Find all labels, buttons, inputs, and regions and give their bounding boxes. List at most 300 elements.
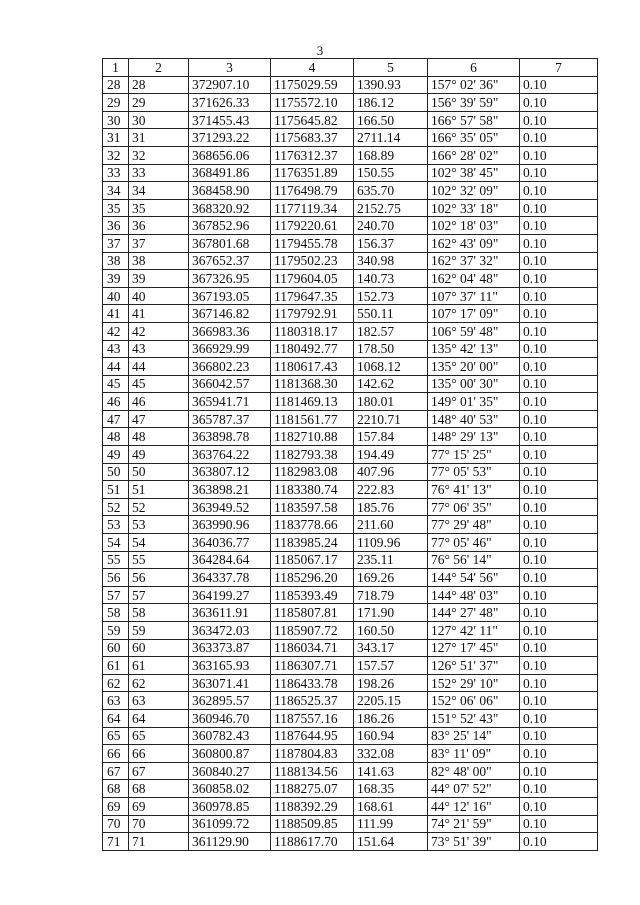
table-cell: 34 <box>103 182 129 200</box>
table-row <box>103 252 598 270</box>
table-cell: 240.70 <box>354 217 428 235</box>
table-cell: 34 <box>129 182 189 200</box>
table-cell: 363764.22 <box>189 446 271 464</box>
table-cell: 156.37 <box>354 234 428 252</box>
table-cell: 152° 29' 10" <box>428 674 520 692</box>
table-cell: 371293.22 <box>189 129 271 147</box>
table-cell: 362895.57 <box>189 692 271 710</box>
table-cell: 77° 05' 46" <box>428 534 520 552</box>
table-cell: 58 <box>129 604 189 622</box>
table-cell: 40 <box>103 287 129 305</box>
table-cell: 1176312.37 <box>271 146 354 164</box>
table-cell: 38 <box>129 252 189 270</box>
table-cell: 162° 37' 32" <box>428 252 520 270</box>
table-row <box>103 305 598 323</box>
table-cell: 1185296.20 <box>271 569 354 587</box>
table-cell: 65 <box>103 727 129 745</box>
table-cell: 69 <box>129 797 189 815</box>
table-cell: 366802.23 <box>189 358 271 376</box>
table-cell: 1187804.83 <box>271 745 354 763</box>
table-cell: 371626.33 <box>189 94 271 112</box>
table-cell: 42 <box>129 322 189 340</box>
table-cell: 53 <box>103 516 129 534</box>
table-cell: 360840.27 <box>189 762 271 780</box>
table-cell: 56 <box>103 569 129 587</box>
table-cell: 0.10 <box>520 709 598 727</box>
table-cell: 152.73 <box>354 287 428 305</box>
table-row <box>103 569 598 587</box>
table-cell: 149° 01' 35" <box>428 393 520 411</box>
table-cell: 0.10 <box>520 639 598 657</box>
table-cell: 168.61 <box>354 797 428 815</box>
coordinates-table <box>102 58 598 851</box>
table-cell: 162° 43' 09" <box>428 234 520 252</box>
table-cell: 44° 07' 52" <box>428 780 520 798</box>
table-cell: 52 <box>129 498 189 516</box>
table-cell: 235.11 <box>354 551 428 569</box>
table-cell: 363807.12 <box>189 463 271 481</box>
table-cell: 33 <box>129 164 189 182</box>
table-cell: 63 <box>129 692 189 710</box>
table-cell: 361099.72 <box>189 815 271 833</box>
table-cell: 69 <box>103 797 129 815</box>
table-row <box>103 358 598 376</box>
table-cell: 43 <box>129 340 189 358</box>
table-cell: 718.79 <box>354 586 428 604</box>
table-cell: 365941.71 <box>189 393 271 411</box>
table-row <box>103 692 598 710</box>
table-cell: 0.10 <box>520 234 598 252</box>
table-cell: 1390.93 <box>354 76 428 94</box>
table-cell: 182.57 <box>354 322 428 340</box>
table-cell: 363611.91 <box>189 604 271 622</box>
table-cell: 372907.10 <box>189 76 271 94</box>
table-cell: 0.10 <box>520 833 598 851</box>
table-cell: 0.10 <box>520 199 598 217</box>
table-cell: 83° 25' 14" <box>428 727 520 745</box>
header-row <box>103 59 598 77</box>
table-row <box>103 446 598 464</box>
table-cell: 332.08 <box>354 745 428 763</box>
table-cell: 55 <box>129 551 189 569</box>
table-cell: 0.10 <box>520 481 598 499</box>
table-cell: 1188509.85 <box>271 815 354 833</box>
table-cell: 70 <box>129 815 189 833</box>
table-cell: 0.10 <box>520 129 598 147</box>
table-cell: 32 <box>103 146 129 164</box>
table-row <box>103 428 598 446</box>
table-cell: 107° 17' 09" <box>428 305 520 323</box>
table-cell: 56 <box>129 569 189 587</box>
table-cell: 2711.14 <box>354 129 428 147</box>
table-row <box>103 727 598 745</box>
table-cell: 54 <box>129 534 189 552</box>
table-cell: 127° 42' 11" <box>428 622 520 640</box>
table-cell: 35 <box>129 199 189 217</box>
table-cell: 1109.96 <box>354 534 428 552</box>
table-cell: 363990.96 <box>189 516 271 534</box>
table-cell: 35 <box>103 199 129 217</box>
column-header-1: 1 <box>103 59 129 77</box>
table-cell: 65 <box>129 727 189 745</box>
table-cell: 0.10 <box>520 446 598 464</box>
table-cell: 363165.93 <box>189 657 271 675</box>
table-cell: 102° 18' 03" <box>428 217 520 235</box>
table-cell: 367801.68 <box>189 234 271 252</box>
table-cell: 1181561.77 <box>271 410 354 428</box>
table-cell: 140.73 <box>354 270 428 288</box>
table-cell: 66 <box>129 745 189 763</box>
table-cell: 364036.77 <box>189 534 271 552</box>
table-cell: 1186034.71 <box>271 639 354 657</box>
table-cell: 168.89 <box>354 146 428 164</box>
table-row <box>103 498 598 516</box>
table-cell: 360782.43 <box>189 727 271 745</box>
table-cell: 148° 29' 13" <box>428 428 520 446</box>
table-cell: 363472.03 <box>189 622 271 640</box>
table-cell: 0.10 <box>520 692 598 710</box>
table-cell: 1176351.89 <box>271 164 354 182</box>
table-cell: 366042.57 <box>189 375 271 393</box>
table-row <box>103 164 598 182</box>
table-row <box>103 234 598 252</box>
table-cell: 0.10 <box>520 410 598 428</box>
table-cell: 0.10 <box>520 76 598 94</box>
table-cell: 367146.82 <box>189 305 271 323</box>
table-cell: 73° 51' 39" <box>428 833 520 851</box>
table-cell: 31 <box>129 129 189 147</box>
table-cell: 48 <box>129 428 189 446</box>
table-cell: 186.26 <box>354 709 428 727</box>
table-cell: 366929.99 <box>189 340 271 358</box>
table-cell: 166° 28' 02" <box>428 146 520 164</box>
table-cell: 83° 11' 09" <box>428 745 520 763</box>
table-cell: 635.70 <box>354 182 428 200</box>
table-row <box>103 815 598 833</box>
page-number: 3 <box>316 43 324 58</box>
table-cell: 66 <box>103 745 129 763</box>
table-cell: 31 <box>103 129 129 147</box>
table-cell: 62 <box>129 674 189 692</box>
table-row <box>103 322 598 340</box>
table-cell: 77° 15' 25" <box>428 446 520 464</box>
table-cell: 1175645.82 <box>271 111 354 129</box>
table-cell: 1180492.77 <box>271 340 354 358</box>
table-cell: 0.10 <box>520 727 598 745</box>
table-cell: 178.50 <box>354 340 428 358</box>
table-cell: 363898.21 <box>189 481 271 499</box>
table-cell: 0.10 <box>520 375 598 393</box>
table-row <box>103 674 598 692</box>
table-cell: 157.57 <box>354 657 428 675</box>
table-cell: 1188275.07 <box>271 780 354 798</box>
table-cell: 44 <box>129 358 189 376</box>
table-cell: 0.10 <box>520 516 598 534</box>
table-cell: 107° 37' 11" <box>428 287 520 305</box>
table-cell: 1180617.43 <box>271 358 354 376</box>
table-row <box>103 797 598 815</box>
table-cell: 1179604.05 <box>271 270 354 288</box>
table-cell: 340.98 <box>354 252 428 270</box>
table-row <box>103 709 598 727</box>
table-cell: 37 <box>103 234 129 252</box>
table-cell: 135° 00' 30" <box>428 375 520 393</box>
table-cell: 0.10 <box>520 358 598 376</box>
table-cell: 32 <box>129 146 189 164</box>
table-cell: 157° 02' 36" <box>428 76 520 94</box>
table-cell: 185.76 <box>354 498 428 516</box>
table-cell: 1187644.95 <box>271 727 354 745</box>
table-cell: 48 <box>103 428 129 446</box>
table-cell: 0.10 <box>520 111 598 129</box>
table-cell: 0.10 <box>520 551 598 569</box>
table-cell: 0.10 <box>520 762 598 780</box>
table-cell: 367852.96 <box>189 217 271 235</box>
table-cell: 76° 41' 13" <box>428 481 520 499</box>
table-cell: 0.10 <box>520 586 598 604</box>
table-cell: 361129.90 <box>189 833 271 851</box>
table-cell: 365787.37 <box>189 410 271 428</box>
table-cell: 1183380.74 <box>271 481 354 499</box>
table-cell: 63 <box>103 692 129 710</box>
table-cell: 60 <box>129 639 189 657</box>
table-cell: 366983.36 <box>189 322 271 340</box>
table-cell: 39 <box>129 270 189 288</box>
table-cell: 37 <box>129 234 189 252</box>
table-cell: 46 <box>129 393 189 411</box>
table-cell: 186.12 <box>354 94 428 112</box>
table-cell: 0.10 <box>520 428 598 446</box>
table-cell: 1182793.38 <box>271 446 354 464</box>
table-cell: 46 <box>103 393 129 411</box>
table-cell: 0.10 <box>520 287 598 305</box>
table-row <box>103 393 598 411</box>
table-cell: 59 <box>103 622 129 640</box>
table-cell: 1181469.13 <box>271 393 354 411</box>
table-cell: 1179502.23 <box>271 252 354 270</box>
table-cell: 0.10 <box>520 815 598 833</box>
table-cell: 367193.05 <box>189 287 271 305</box>
table-cell: 106° 59' 48" <box>428 322 520 340</box>
table-cell: 52 <box>103 498 129 516</box>
table-cell: 194.49 <box>354 446 428 464</box>
table-cell: 166° 57' 58" <box>428 111 520 129</box>
table-cell: 2205.15 <box>354 692 428 710</box>
table-cell: 76° 56' 14" <box>428 551 520 569</box>
table-cell: 61 <box>129 657 189 675</box>
table-cell: 47 <box>129 410 189 428</box>
table-cell: 102° 33' 18" <box>428 199 520 217</box>
table-row <box>103 182 598 200</box>
table-cell: 1182983.08 <box>271 463 354 481</box>
table-cell: 28 <box>129 76 189 94</box>
table-cell: 44 <box>103 358 129 376</box>
table-cell: 0.10 <box>520 182 598 200</box>
table-cell: 29 <box>103 94 129 112</box>
table-cell: 363373.87 <box>189 639 271 657</box>
table-row <box>103 375 598 393</box>
table-cell: 50 <box>129 463 189 481</box>
table-cell: 1183985.24 <box>271 534 354 552</box>
table-cell: 50 <box>103 463 129 481</box>
table-cell: 0.10 <box>520 604 598 622</box>
table-cell: 38 <box>103 252 129 270</box>
table-cell: 55 <box>103 551 129 569</box>
table-cell: 0.10 <box>520 657 598 675</box>
table-cell: 1179647.35 <box>271 287 354 305</box>
table-cell: 1179455.78 <box>271 234 354 252</box>
table-cell: 64 <box>129 709 189 727</box>
table-cell: 157.84 <box>354 428 428 446</box>
table-cell: 51 <box>103 481 129 499</box>
table-cell: 67 <box>103 762 129 780</box>
table-cell: 49 <box>129 446 189 464</box>
table-cell: 364337.78 <box>189 569 271 587</box>
column-header-6: 6 <box>428 59 520 77</box>
table-cell: 2152.75 <box>354 199 428 217</box>
table-cell: 0.10 <box>520 94 598 112</box>
table-row <box>103 76 598 94</box>
table-cell: 0.10 <box>520 340 598 358</box>
table-cell: 148° 40' 53" <box>428 410 520 428</box>
table-cell: 144° 48' 03" <box>428 586 520 604</box>
table-cell: 368458.90 <box>189 182 271 200</box>
table-cell: 0.10 <box>520 322 598 340</box>
table-cell: 0.10 <box>520 622 598 640</box>
table-cell: 171.90 <box>354 604 428 622</box>
table-row <box>103 762 598 780</box>
table-cell: 1187557.16 <box>271 709 354 727</box>
table-cell: 363898.78 <box>189 428 271 446</box>
table-cell: 59 <box>129 622 189 640</box>
table-cell: 363071.41 <box>189 674 271 692</box>
table-row <box>103 534 598 552</box>
table-cell: 160.50 <box>354 622 428 640</box>
table-cell: 1180318.17 <box>271 322 354 340</box>
table-cell: 68 <box>129 780 189 798</box>
table-cell: 45 <box>103 375 129 393</box>
table-cell: 36 <box>129 217 189 235</box>
table-cell: 1175029.59 <box>271 76 354 94</box>
table-cell: 40 <box>129 287 189 305</box>
table-cell: 41 <box>129 305 189 323</box>
table-cell: 102° 32' 09" <box>428 182 520 200</box>
table-cell: 127° 17' 45" <box>428 639 520 657</box>
table-row <box>103 833 598 851</box>
table-cell: 1188617.70 <box>271 833 354 851</box>
table-cell: 180.01 <box>354 393 428 411</box>
table-cell: 71 <box>103 833 129 851</box>
table-cell: 156° 39' 59" <box>428 94 520 112</box>
table-cell: 30 <box>129 111 189 129</box>
table-row <box>103 780 598 798</box>
table-cell: 1179792.91 <box>271 305 354 323</box>
table-cell: 58 <box>103 604 129 622</box>
table-row <box>103 639 598 657</box>
table-cell: 198.26 <box>354 674 428 692</box>
table-cell: 41 <box>103 305 129 323</box>
table-cell: 135° 20' 00" <box>428 358 520 376</box>
table-cell: 169.26 <box>354 569 428 587</box>
table-cell: 151° 52' 43" <box>428 709 520 727</box>
table-row <box>103 745 598 763</box>
table-cell: 364284.64 <box>189 551 271 569</box>
table-cell: 343.17 <box>354 639 428 657</box>
table-cell: 62 <box>103 674 129 692</box>
table-cell: 71 <box>129 833 189 851</box>
table-row <box>103 604 598 622</box>
table-cell: 29 <box>129 94 189 112</box>
table-cell: 61 <box>103 657 129 675</box>
table-cell: 2210.71 <box>354 410 428 428</box>
table-cell: 363949.52 <box>189 498 271 516</box>
table-cell: 1183597.58 <box>271 498 354 516</box>
table-cell: 68 <box>103 780 129 798</box>
table-cell: 0.10 <box>520 674 598 692</box>
table-cell: 360978.85 <box>189 797 271 815</box>
table-row <box>103 410 598 428</box>
table-cell: 126° 51' 37" <box>428 657 520 675</box>
table-body <box>103 76 598 850</box>
table-cell: 144° 27' 48" <box>428 604 520 622</box>
table-row <box>103 217 598 235</box>
table-cell: 150.55 <box>354 164 428 182</box>
table-cell: 1068.12 <box>354 358 428 376</box>
table-cell: 162° 04' 48" <box>428 270 520 288</box>
table-cell: 0.10 <box>520 498 598 516</box>
column-header-3: 3 <box>189 59 271 77</box>
table-row <box>103 287 598 305</box>
column-header-5: 5 <box>354 59 428 77</box>
table-cell: 368656.06 <box>189 146 271 164</box>
table-cell: 367652.37 <box>189 252 271 270</box>
table-cell: 135° 42' 13" <box>428 340 520 358</box>
table-cell: 407.96 <box>354 463 428 481</box>
table-cell: 77° 05' 53" <box>428 463 520 481</box>
table-cell: 111.99 <box>354 815 428 833</box>
table-cell: 141.63 <box>354 762 428 780</box>
table-cell: 1186307.71 <box>271 657 354 675</box>
table-cell: 1182710.88 <box>271 428 354 446</box>
table-cell: 1186525.37 <box>271 692 354 710</box>
table-cell: 0.10 <box>520 270 598 288</box>
table-cell: 0.10 <box>520 745 598 763</box>
table-cell: 39 <box>103 270 129 288</box>
table-cell: 0.10 <box>520 305 598 323</box>
table-cell: 1175683.37 <box>271 129 354 147</box>
table-cell: 51 <box>129 481 189 499</box>
table-cell: 1185807.81 <box>271 604 354 622</box>
table-cell: 222.83 <box>354 481 428 499</box>
table-cell: 168.35 <box>354 780 428 798</box>
table-row <box>103 94 598 112</box>
table-cell: 144° 54' 56" <box>428 569 520 587</box>
table-cell: 1185907.72 <box>271 622 354 640</box>
table-cell: 43 <box>103 340 129 358</box>
table-row <box>103 146 598 164</box>
table-row <box>103 129 598 147</box>
table-cell: 1179220.61 <box>271 217 354 235</box>
table-cell: 1185393.49 <box>271 586 354 604</box>
table-cell: 166.50 <box>354 111 428 129</box>
table-cell: 0.10 <box>520 164 598 182</box>
table-cell: 152° 06' 06" <box>428 692 520 710</box>
table-row <box>103 340 598 358</box>
column-header-7: 7 <box>520 59 598 77</box>
table-cell: 160.94 <box>354 727 428 745</box>
table-row <box>103 551 598 569</box>
table-cell: 53 <box>129 516 189 534</box>
